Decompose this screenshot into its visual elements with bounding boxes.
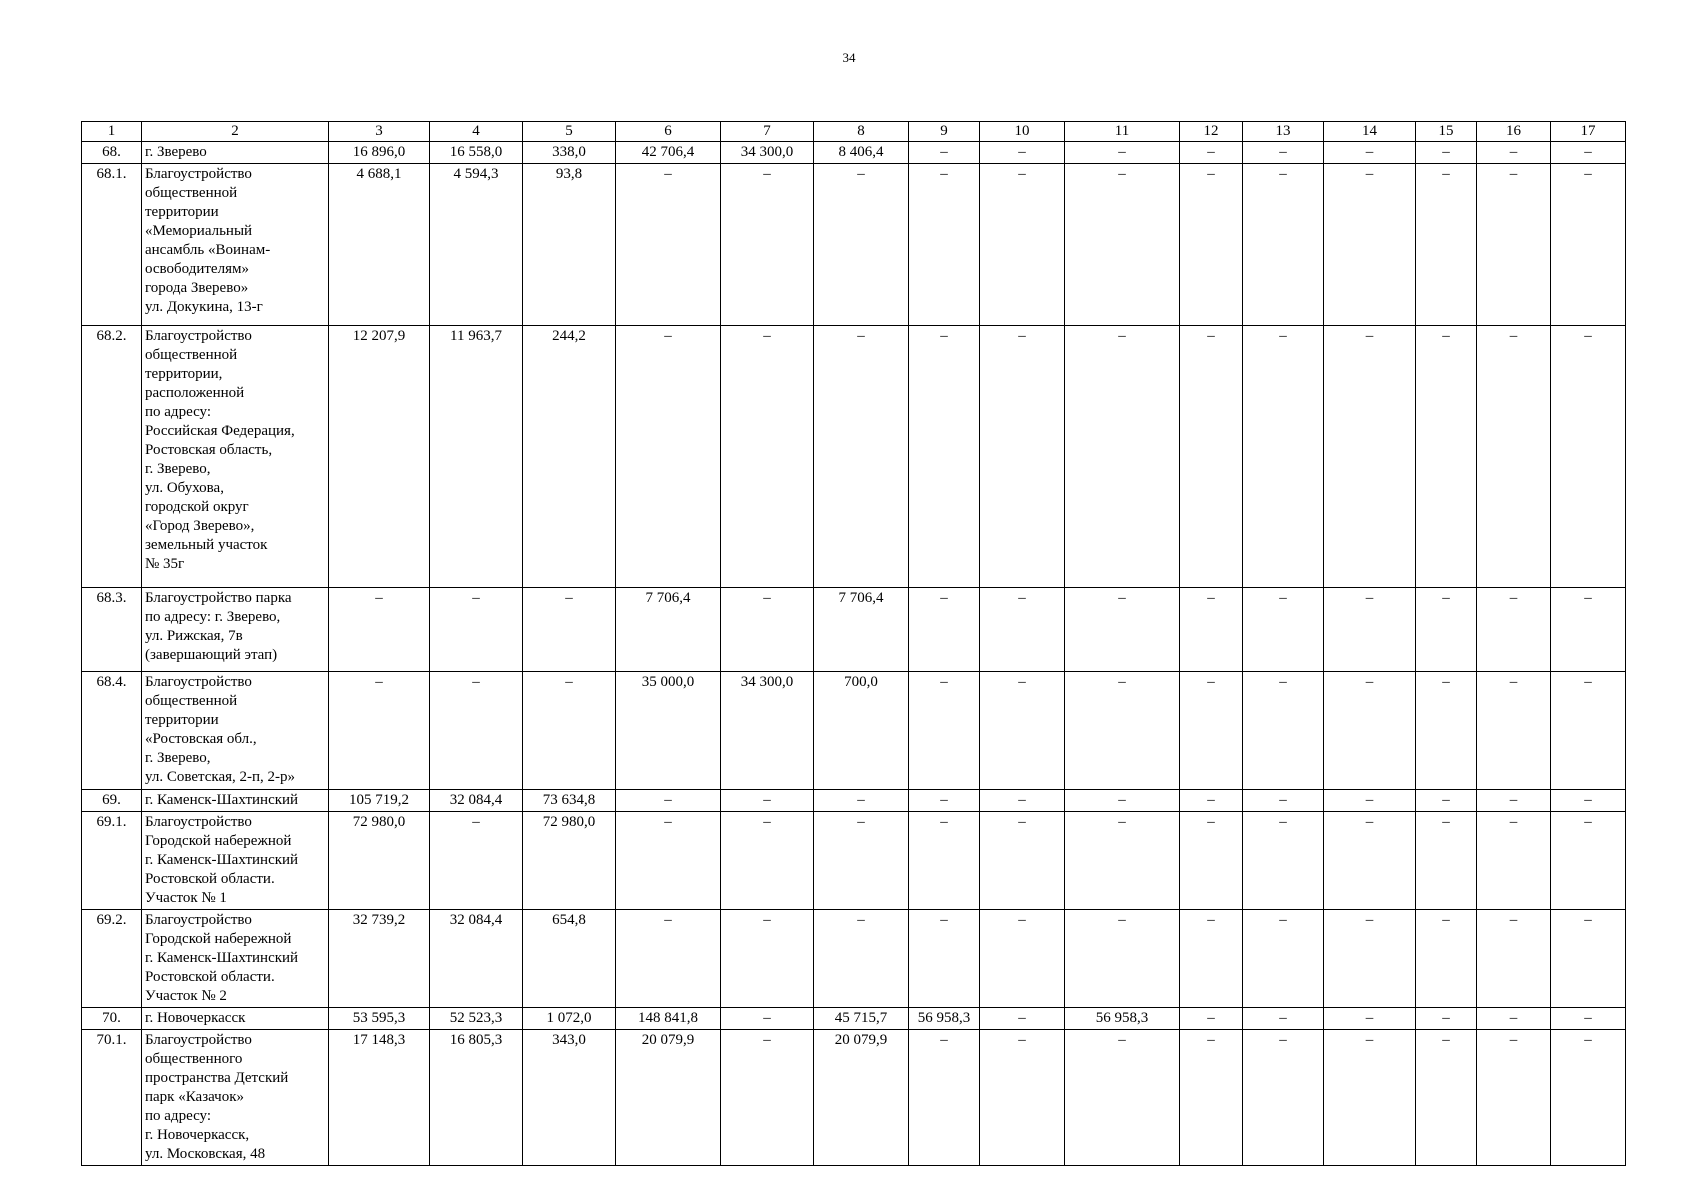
value-cell: –	[1324, 326, 1416, 588]
value-cell: –	[721, 1030, 814, 1166]
value-cell: –	[1551, 588, 1626, 672]
value-cell: –	[1416, 672, 1477, 790]
row-number-cell: 68.4.	[82, 672, 142, 790]
column-number-cell: 3	[329, 122, 430, 142]
value-cell: –	[1551, 1008, 1626, 1030]
value-cell: 11 963,7	[430, 326, 523, 588]
value-cell: –	[1477, 790, 1551, 812]
value-cell: –	[1180, 142, 1243, 164]
row-number-cell: 68.3.	[82, 588, 142, 672]
value-cell: 56 958,3	[1065, 1008, 1180, 1030]
value-cell: –	[1416, 1030, 1477, 1166]
value-cell: –	[329, 672, 430, 790]
value-cell: –	[1416, 164, 1477, 326]
value-cell: –	[1065, 1030, 1180, 1166]
column-number-cell: 17	[1551, 122, 1626, 142]
value-cell: –	[1477, 910, 1551, 1008]
row-number-cell: 68.2.	[82, 326, 142, 588]
value-cell: –	[1180, 910, 1243, 1008]
row-name-cell: Благоустройство Городской набережной г. Каменск-Шахтинский Ростовской области. Участок № 2	[142, 910, 329, 1008]
value-cell: 20 079,9	[616, 1030, 721, 1166]
value-cell: 53 595,3	[329, 1008, 430, 1030]
value-cell: –	[329, 588, 430, 672]
value-cell: –	[980, 812, 1065, 910]
table-row	[82, 812, 1626, 910]
value-cell: –	[1324, 812, 1416, 910]
value-cell: –	[1416, 326, 1477, 588]
value-cell: 16 558,0	[430, 142, 523, 164]
value-cell: –	[980, 164, 1065, 326]
value-cell: 105 719,2	[329, 790, 430, 812]
value-cell: –	[1416, 790, 1477, 812]
row-name-cell: Благоустройство общественной территории «Ростовская обл., г. Зверево, ул. Советская, 2-п, 2-р»	[142, 672, 329, 790]
value-cell: 35 000,0	[616, 672, 721, 790]
table-row	[82, 588, 1626, 672]
column-number-cell: 16	[1477, 122, 1551, 142]
value-cell: –	[1551, 790, 1626, 812]
value-cell: –	[616, 812, 721, 910]
value-cell: –	[1416, 1008, 1477, 1030]
value-cell: –	[1551, 910, 1626, 1008]
column-number-row	[82, 122, 1626, 142]
column-number-cell: 5	[523, 122, 616, 142]
value-cell: –	[1324, 910, 1416, 1008]
value-cell: –	[1551, 812, 1626, 910]
column-number-cell: 9	[909, 122, 980, 142]
value-cell: –	[721, 812, 814, 910]
value-cell: 4 594,3	[430, 164, 523, 326]
value-cell: 148 841,8	[616, 1008, 721, 1030]
column-number-cell: 2	[142, 122, 329, 142]
value-cell: –	[721, 588, 814, 672]
value-cell: –	[1477, 142, 1551, 164]
value-cell: 244,2	[523, 326, 616, 588]
value-cell: 7 706,4	[616, 588, 721, 672]
value-cell: 32 739,2	[329, 910, 430, 1008]
value-cell: –	[814, 790, 909, 812]
table-row	[82, 1008, 1626, 1030]
row-number-cell: 69.1.	[82, 812, 142, 910]
column-number-cell: 7	[721, 122, 814, 142]
value-cell: 20 079,9	[814, 1030, 909, 1166]
row-name-cell: Благоустройство общественного пространства Детский парк «Казачок» по адресу: г. Новочеркасск, ул. Московская, 48	[142, 1030, 329, 1166]
value-cell: –	[909, 142, 980, 164]
value-cell: –	[909, 1030, 980, 1166]
row-name-cell: Благоустройство Городской набережной г. Каменск-Шахтинский Ростовской области. Участок № 1	[142, 812, 329, 910]
value-cell: 32 084,4	[430, 790, 523, 812]
value-cell: –	[980, 142, 1065, 164]
column-number-cell: 11	[1065, 122, 1180, 142]
value-cell: 93,8	[523, 164, 616, 326]
value-cell: –	[980, 910, 1065, 1008]
value-cell: 56 958,3	[909, 1008, 980, 1030]
value-cell: 1 072,0	[523, 1008, 616, 1030]
value-cell: –	[1324, 672, 1416, 790]
row-number-cell: 70.	[82, 1008, 142, 1030]
value-cell: –	[1477, 812, 1551, 910]
value-cell: –	[1324, 1008, 1416, 1030]
value-cell: –	[430, 588, 523, 672]
value-cell: 72 980,0	[329, 812, 430, 910]
column-number-cell: 4	[430, 122, 523, 142]
value-cell: –	[616, 326, 721, 588]
value-cell: –	[430, 812, 523, 910]
value-cell: –	[523, 672, 616, 790]
value-cell: –	[1065, 812, 1180, 910]
value-cell: –	[430, 672, 523, 790]
value-cell: –	[814, 164, 909, 326]
value-cell: –	[1243, 1030, 1324, 1166]
value-cell: 338,0	[523, 142, 616, 164]
value-cell: –	[1416, 142, 1477, 164]
value-cell: –	[1180, 164, 1243, 326]
table-row	[82, 1030, 1626, 1166]
value-cell: –	[1065, 142, 1180, 164]
value-cell: –	[1551, 672, 1626, 790]
value-cell: –	[980, 326, 1065, 588]
row-name-cell: г. Новочеркасск	[142, 1008, 329, 1030]
value-cell: –	[1416, 812, 1477, 910]
value-cell: –	[1477, 164, 1551, 326]
value-cell: 73 634,8	[523, 790, 616, 812]
value-cell: –	[1243, 672, 1324, 790]
value-cell: –	[616, 790, 721, 812]
value-cell: –	[980, 672, 1065, 790]
value-cell: –	[814, 326, 909, 588]
value-cell: –	[980, 1030, 1065, 1166]
value-cell: –	[1243, 142, 1324, 164]
table-row	[82, 672, 1626, 790]
value-cell: –	[1243, 790, 1324, 812]
value-cell: 8 406,4	[814, 142, 909, 164]
value-cell: –	[909, 588, 980, 672]
budget-table	[81, 121, 1626, 1166]
row-number-cell: 68.	[82, 142, 142, 164]
column-number-cell: 12	[1180, 122, 1243, 142]
table-row	[82, 910, 1626, 1008]
value-cell: 700,0	[814, 672, 909, 790]
value-cell: –	[1065, 164, 1180, 326]
value-cell: –	[616, 164, 721, 326]
value-cell: 7 706,4	[814, 588, 909, 672]
page-number: 34	[842, 50, 856, 65]
row-name-cell: г. Каменск-Шахтинский	[142, 790, 329, 812]
value-cell: –	[721, 790, 814, 812]
value-cell: –	[1180, 790, 1243, 812]
value-cell: –	[814, 812, 909, 910]
value-cell: –	[1416, 588, 1477, 672]
value-cell: 12 207,9	[329, 326, 430, 588]
column-number-cell: 10	[980, 122, 1065, 142]
value-cell: 654,8	[523, 910, 616, 1008]
value-cell: –	[1243, 588, 1324, 672]
value-cell: 16 896,0	[329, 142, 430, 164]
column-number-cell: 14	[1324, 122, 1416, 142]
row-number-cell: 68.1.	[82, 164, 142, 326]
value-cell: –	[1551, 1030, 1626, 1166]
value-cell: –	[1180, 672, 1243, 790]
value-cell: –	[1324, 1030, 1416, 1166]
value-cell: –	[1180, 1030, 1243, 1166]
value-cell: –	[523, 588, 616, 672]
value-cell: –	[1477, 1030, 1551, 1166]
value-cell: –	[909, 910, 980, 1008]
value-cell: 52 523,3	[430, 1008, 523, 1030]
value-cell: 343,0	[523, 1030, 616, 1166]
value-cell: –	[1324, 790, 1416, 812]
value-cell: –	[1324, 164, 1416, 326]
value-cell: 42 706,4	[616, 142, 721, 164]
value-cell: –	[1065, 588, 1180, 672]
value-cell: –	[721, 1008, 814, 1030]
value-cell: –	[814, 910, 909, 1008]
value-cell: 16 805,3	[430, 1030, 523, 1166]
column-number-cell: 1	[82, 122, 142, 142]
row-name-cell: Благоустройство общественной территории, расположенной по адресу: Российская Федерация, Ростовская область, г. Зверево, ул. Обухова, городской округ «Город Зверево», земельный участок № 35г	[142, 326, 329, 588]
table-row	[82, 790, 1626, 812]
value-cell: –	[1324, 588, 1416, 672]
value-cell: 34 300,0	[721, 142, 814, 164]
value-cell: –	[1180, 588, 1243, 672]
value-cell: –	[1477, 672, 1551, 790]
value-cell: –	[909, 790, 980, 812]
value-cell: 45 715,7	[814, 1008, 909, 1030]
row-name-cell: г. Зверево	[142, 142, 329, 164]
value-cell: –	[1551, 142, 1626, 164]
value-cell: –	[1243, 910, 1324, 1008]
value-cell: –	[1243, 1008, 1324, 1030]
value-cell: –	[721, 164, 814, 326]
value-cell: –	[1551, 326, 1626, 588]
value-cell: –	[980, 588, 1065, 672]
row-number-cell: 69.	[82, 790, 142, 812]
value-cell: –	[980, 1008, 1065, 1030]
value-cell: 32 084,4	[430, 910, 523, 1008]
value-cell: –	[721, 910, 814, 1008]
column-number-cell: 6	[616, 122, 721, 142]
value-cell: –	[616, 910, 721, 1008]
value-cell: 34 300,0	[721, 672, 814, 790]
value-cell: –	[1243, 812, 1324, 910]
value-cell: –	[1477, 1008, 1551, 1030]
value-cell: 72 980,0	[523, 812, 616, 910]
value-cell: –	[909, 672, 980, 790]
value-cell: –	[1477, 588, 1551, 672]
value-cell: –	[1551, 164, 1626, 326]
value-cell: –	[1243, 326, 1324, 588]
value-cell: –	[1065, 910, 1180, 1008]
value-cell: 17 148,3	[329, 1030, 430, 1166]
value-cell: –	[1180, 1008, 1243, 1030]
table-row	[82, 326, 1626, 588]
row-number-cell: 69.2.	[82, 910, 142, 1008]
row-name-cell: Благоустройство общественной территории «Мемориальный ансамбль «Воинам- освободителям» города Зверево» ул. Докукина, 13-г	[142, 164, 329, 326]
value-cell: –	[909, 164, 980, 326]
column-number-cell: 8	[814, 122, 909, 142]
value-cell: –	[1065, 326, 1180, 588]
value-cell: –	[1065, 672, 1180, 790]
value-cell: –	[1324, 142, 1416, 164]
value-cell: –	[1065, 790, 1180, 812]
value-cell: –	[1180, 326, 1243, 588]
value-cell: –	[1243, 164, 1324, 326]
value-cell: –	[980, 790, 1065, 812]
value-cell: –	[909, 326, 980, 588]
value-cell: –	[1477, 326, 1551, 588]
value-cell: –	[909, 812, 980, 910]
value-cell: –	[721, 326, 814, 588]
table-row	[82, 142, 1626, 164]
table-body	[82, 122, 1626, 1166]
column-number-cell: 13	[1243, 122, 1324, 142]
table-row	[82, 164, 1626, 326]
column-number-cell: 15	[1416, 122, 1477, 142]
value-cell: –	[1180, 812, 1243, 910]
value-cell: –	[1416, 910, 1477, 1008]
row-number-cell: 70.1.	[82, 1030, 142, 1166]
value-cell: 4 688,1	[329, 164, 430, 326]
row-name-cell: Благоустройство парка по адресу: г. Зверево, ул. Рижская, 7в (завершающий этап)	[142, 588, 329, 672]
